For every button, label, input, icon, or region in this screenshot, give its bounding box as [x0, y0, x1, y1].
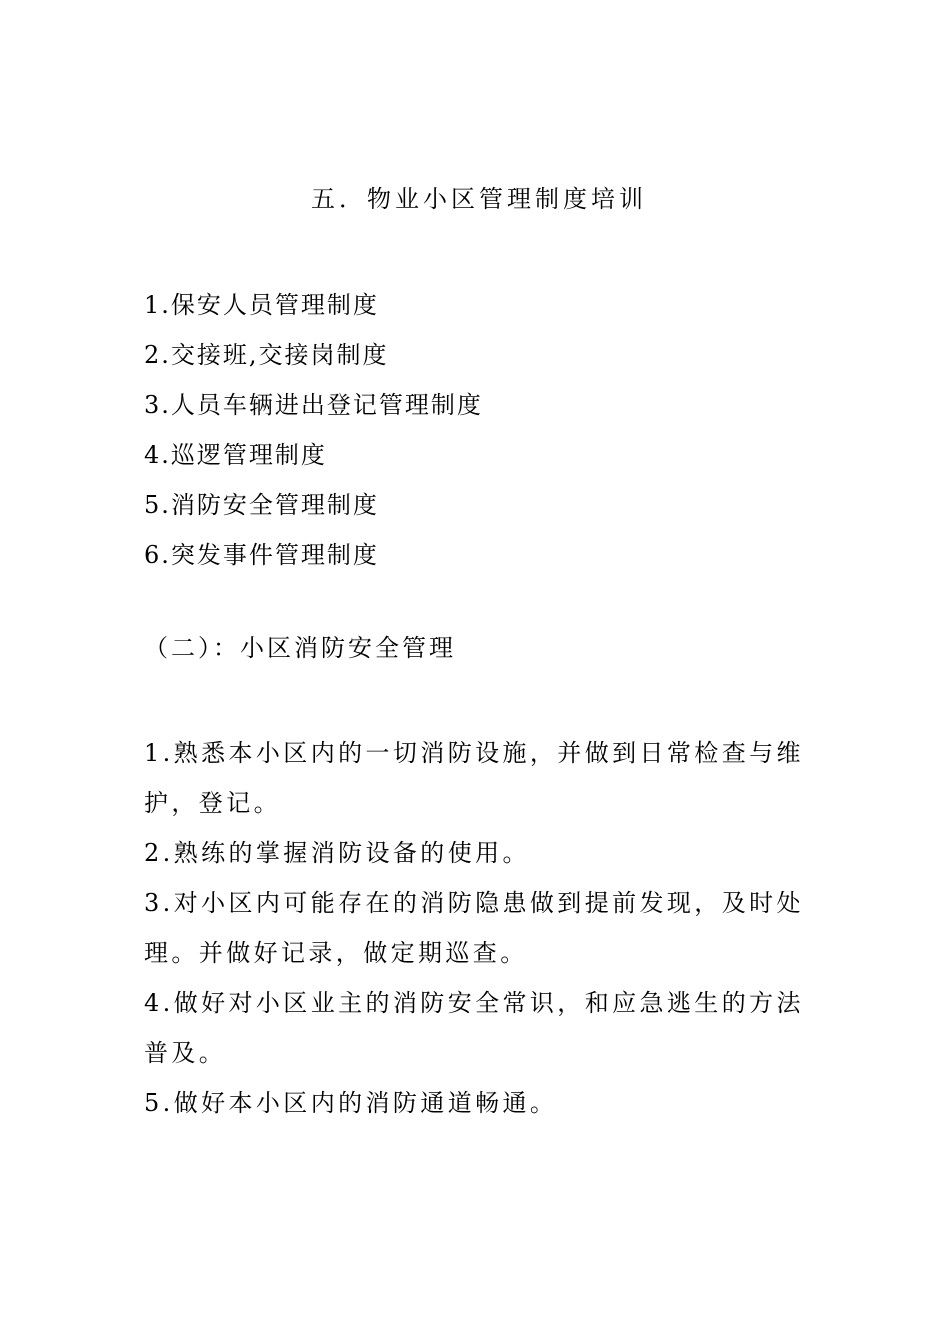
list-item: 5.做好本小区内的消防通道畅通。 [144, 1089, 558, 1117]
list-item: 2.交接班,交接岗制度 [144, 341, 389, 369]
list-item: 4.做好对小区业主的消防安全常识，和应急逃生的方法普及。 [144, 989, 804, 1067]
document-title: 五．物业小区管理制度培训 [311, 185, 647, 213]
fire-safety-list [144, 728, 824, 1128]
list-item: 6.突发事件管理制度 [144, 541, 379, 569]
list-item: 2.熟练的掌握消防设备的使用。 [144, 839, 530, 867]
list-item: 1.熟悉本小区内的一切消防设施，并做到日常检查与维护，登记。 [144, 739, 804, 817]
management-rules-list [144, 280, 483, 580]
list-item: 3.对小区内可能存在的消防隐患做到提前发现，及时处理。并做好记录，做定期巡查。 [144, 889, 804, 967]
list-item: 3.人员车辆进出登记管理制度 [144, 391, 483, 419]
list-item: 4.巡逻管理制度 [144, 441, 327, 469]
section-heading: （二）：小区消防安全管理 [144, 634, 456, 662]
list-item: 5.消防安全管理制度 [144, 491, 379, 519]
list-item: 1.保安人员管理制度 [144, 291, 379, 319]
